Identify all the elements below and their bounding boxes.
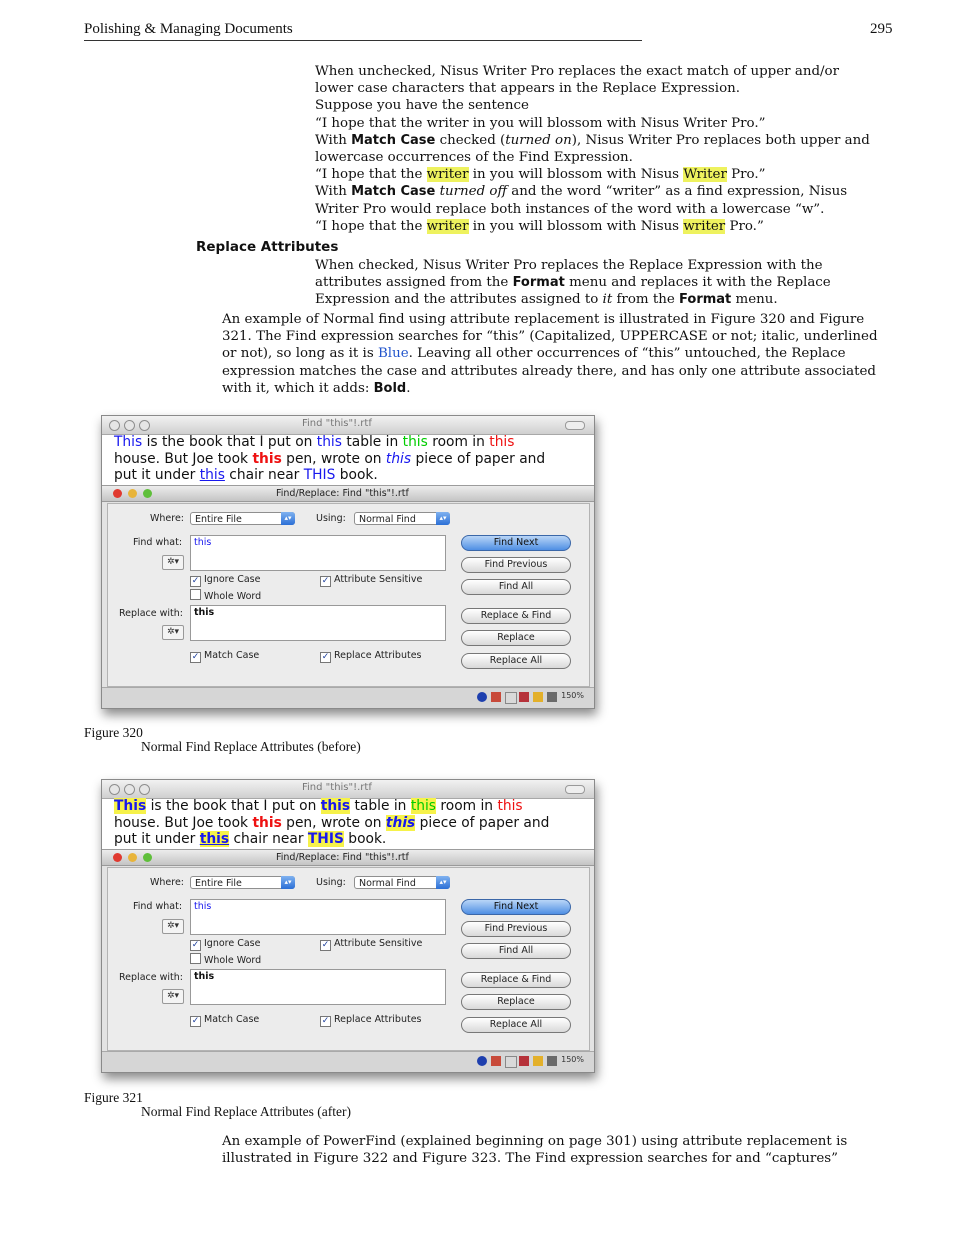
header-rule [84, 40, 642, 41]
zoom-panel-button[interactable] [143, 853, 152, 862]
where-select[interactable]: Entire File ▴▾ [190, 512, 295, 525]
text-line: Expression and the attributes assigned to it from the Format menu. [315, 292, 778, 308]
find-next-button[interactable]: Find Next [461, 899, 571, 915]
zoom-level[interactable]: 150% [561, 691, 584, 700]
figure-321-caption: Normal Find Replace Attributes (after) [141, 1104, 351, 1119]
replace-attributes-checkbox[interactable]: ✓ Replace Attributes [321, 1014, 422, 1026]
using-select[interactable]: Normal Find ▴▾ [354, 512, 450, 525]
zoom-panel-button[interactable] [143, 489, 152, 498]
replace-all-button[interactable]: Replace All [461, 653, 571, 669]
where-label: Where: [150, 513, 185, 524]
document-title: Find "this"!.rtf [302, 418, 372, 429]
toolbar-toggle-button[interactable] [565, 421, 585, 430]
text-line: or not), so long as it is Blue. Leaving all other occurrences of “this” untouched, the Replace [222, 346, 846, 362]
find-what-field[interactable]: this [190, 899, 446, 935]
using-label: Using: [316, 877, 346, 888]
indicator-icon [477, 692, 487, 702]
panel-title: Find/Replace: Find "this"!.rtf [276, 488, 409, 499]
replace-gear-menu[interactable]: ✲▾ [162, 989, 184, 1004]
replace-button[interactable]: Replace [461, 994, 571, 1010]
panel-title-bar [102, 486, 594, 502]
find-all-button[interactable]: Find All [461, 579, 571, 595]
indicator-icon [533, 692, 543, 702]
find-replace-panel [102, 485, 594, 709]
panel-title: Find/Replace: Find "this"!.rtf [276, 852, 409, 863]
using-label: Using: [316, 513, 346, 524]
find-gear-menu[interactable]: ✲▾ [162, 555, 184, 570]
updown-arrows-icon: ▴▾ [281, 512, 295, 525]
find-replace-controls [107, 867, 590, 1051]
blue-word: Blue [377, 346, 409, 362]
using-select[interactable]: Normal Find ▴▾ [354, 876, 450, 889]
whole-word-checkbox[interactable]: Whole Word [190, 953, 261, 966]
checkmark-icon: ✓ [321, 1016, 330, 1026]
powerfind-paragraph [222, 1133, 847, 1167]
ignore-case-checkbox[interactable]: ✓ Ignore Case [191, 574, 261, 586]
checkmark-icon: ✓ [321, 940, 330, 950]
document-title-bar [102, 780, 594, 799]
updown-arrows-icon: ▴▾ [436, 512, 450, 525]
close-window-button[interactable] [109, 784, 120, 795]
running-header-title: Polishing & Managing Documents [84, 21, 293, 37]
figure-320-caption: Normal Find Replace Attributes (before) [141, 739, 361, 754]
replace-gear-menu[interactable]: ✲▾ [162, 625, 184, 640]
updown-arrows-icon: ▴▾ [281, 876, 295, 889]
indicator-icon [533, 1056, 543, 1066]
minimize-window-button[interactable] [124, 784, 135, 795]
replace-attributes-checkbox[interactable]: ✓ Replace Attributes [321, 650, 422, 662]
minimize-panel-button[interactable] [128, 853, 137, 862]
checkmark-icon: ✓ [191, 652, 200, 662]
indicator-icon [505, 692, 517, 704]
replace-all-button[interactable]: Replace All [461, 1017, 571, 1033]
replace-attributes-description [315, 257, 831, 309]
match-case-checkbox[interactable]: ✓ Match Case [191, 650, 260, 662]
document-status-bar [102, 1051, 594, 1073]
ignore-case-checkbox[interactable]: ✓ Ignore Case [191, 938, 261, 950]
where-select[interactable]: Entire File ▴▾ [190, 876, 295, 889]
replace-with-label: Replace with: [119, 972, 183, 983]
example-sentence: “I hope that the writer in you will blossom with Nisus Writer Pro.” [315, 115, 766, 131]
where-label: Where: [150, 877, 185, 888]
close-panel-button[interactable] [113, 853, 122, 862]
close-window-button[interactable] [109, 420, 120, 431]
replace-with-field[interactable]: this [190, 969, 446, 1005]
text-line: An example of Normal find using attribute replacement is illustrated in Figure 320 and Figure [222, 312, 865, 327]
zoom-window-button[interactable] [139, 784, 150, 795]
indicator-icon [477, 1056, 487, 1066]
example-sentence-highlighted: “I hope that the writer in you will blossom with Nisus Writer Pro.” [315, 167, 766, 183]
text-line: illustrated in Figure 322 and Figure 323. The Find expression searches for and “captures” [222, 1151, 838, 1167]
replace-and-find-button[interactable]: Replace & Find [461, 972, 571, 988]
indicator-icon [491, 1056, 501, 1066]
find-what-field[interactable]: this [190, 535, 446, 571]
text-line: lowercase occurrences of the Find Expression. [315, 150, 633, 166]
minimize-window-button[interactable] [124, 420, 135, 431]
text-line: Writer Pro would replace both instances of the word with a lowercase “w”. [315, 201, 825, 217]
panel-title-bar [102, 850, 594, 866]
close-panel-button[interactable] [113, 489, 122, 498]
zoom-window-button[interactable] [139, 420, 150, 431]
indicator-icon [491, 692, 501, 702]
figure-320-screenshot [101, 415, 595, 709]
format-term: Format [512, 275, 565, 291]
replace-button[interactable]: Replace [461, 630, 571, 646]
indicator-icon [505, 1056, 517, 1068]
find-what-label: Find what: [133, 901, 183, 912]
text-line: Suppose you have the sentence [315, 98, 529, 114]
figure-321-screenshot [101, 779, 595, 1073]
match-case-checkbox[interactable]: ✓ Match Case [191, 1014, 260, 1026]
text-line: When checked, Nisus Writer Pro replaces the Replace Expression with the [315, 258, 823, 273]
highlighted-word: writer [426, 167, 469, 183]
attribute-sensitive-checkbox[interactable]: ✓ Attribute Sensitive [321, 938, 423, 950]
text-line: 321. The Find expression searches for “this” (Capitalized, UPPERCASE or not; italic, underlined [222, 329, 878, 345]
find-what-label: Find what: [133, 537, 183, 548]
match-case-term: Match Case [351, 184, 436, 200]
whole-word-checkbox[interactable]: Whole Word [190, 589, 261, 602]
figure-321-label: Figure 321 [84, 1090, 143, 1105]
document-title-bar [102, 416, 594, 435]
indicator-icon [547, 1056, 557, 1066]
bold-word: Bold [373, 380, 407, 396]
updown-arrows-icon: ▴▾ [436, 876, 450, 889]
find-replace-panel [102, 849, 594, 1073]
attribute-sensitive-checkbox[interactable]: ✓ Attribute Sensitive [321, 574, 423, 586]
find-previous-button[interactable]: Find Previous [461, 921, 571, 937]
flag-icon [519, 1056, 529, 1066]
document-text: This is the book that I put on this table in this room in this house. But Joe took this pen, wrote on this piece of paper and put it under this chair near THIS book. [114, 798, 550, 848]
document-status-bar [102, 687, 594, 709]
text-line: with it, which it adds: Bold. [222, 380, 411, 396]
minimize-panel-button[interactable] [128, 489, 137, 498]
find-replace-controls [107, 503, 590, 687]
find-next-button[interactable]: Find Next [461, 535, 571, 551]
match-case-term: Match Case [351, 132, 436, 148]
text-line: An example of PowerFind (explained beginning on page 301) using attribute replacement is [222, 1134, 848, 1149]
find-all-button[interactable]: Find All [461, 943, 571, 959]
zoom-level[interactable]: 150% [561, 1055, 584, 1064]
checkmark-icon: ✓ [321, 652, 330, 662]
format-term: Format [679, 292, 732, 308]
example-sentence-highlighted: “I hope that the writer in you will blossom with Nisus writer Pro.” [315, 218, 764, 234]
replace-and-find-button[interactable]: Replace & Find [461, 608, 571, 624]
section-heading-replace-attributes: Replace Attributes [196, 239, 339, 255]
checkmark-icon: ✓ [191, 1016, 200, 1026]
document-title: Find "this"!.rtf [302, 782, 372, 793]
replace-with-label: Replace with: [119, 608, 183, 619]
checkmark-icon: ✓ [321, 576, 330, 586]
match-case-description [315, 63, 870, 235]
text-line: attributes assigned from the Format menu and replaces it with the Replace [315, 275, 831, 291]
replace-with-field[interactable]: this [190, 605, 446, 641]
example-paragraph [222, 311, 878, 397]
highlighted-word: writer [683, 218, 726, 234]
highlighted-word: writer [426, 218, 469, 234]
checkmark-icon: ✓ [191, 576, 200, 586]
find-gear-menu[interactable]: ✲▾ [162, 919, 184, 934]
text-line: With Match Case turned off and the word “writer” as a find expression, Nisus [315, 184, 848, 200]
checkmark-icon: ✓ [191, 940, 200, 950]
text-line: With Match Case checked (turned on), Nisus Writer Pro replaces both upper and [315, 132, 870, 148]
page-number: 295 [870, 21, 893, 37]
flag-icon [519, 692, 529, 702]
document-text: This is the book that I put on this table in this room in this house. But Joe took this pen, wrote on this piece of paper and put it under this chair near THIS book. [114, 434, 546, 484]
text-line: When unchecked, Nisus Writer Pro replaces the exact match of upper and/or [315, 64, 839, 79]
highlighted-word: Writer [683, 167, 727, 183]
indicator-icon [547, 692, 557, 702]
text-line: expression matches the case and attributes already there, and has only one attribute associated [222, 363, 876, 379]
figure-320-label: Figure 320 [84, 725, 143, 740]
toolbar-toggle-button[interactable] [565, 785, 585, 794]
find-previous-button[interactable]: Find Previous [461, 557, 571, 573]
text-line: lower case characters that appears in the Replace Expression. [315, 81, 741, 97]
